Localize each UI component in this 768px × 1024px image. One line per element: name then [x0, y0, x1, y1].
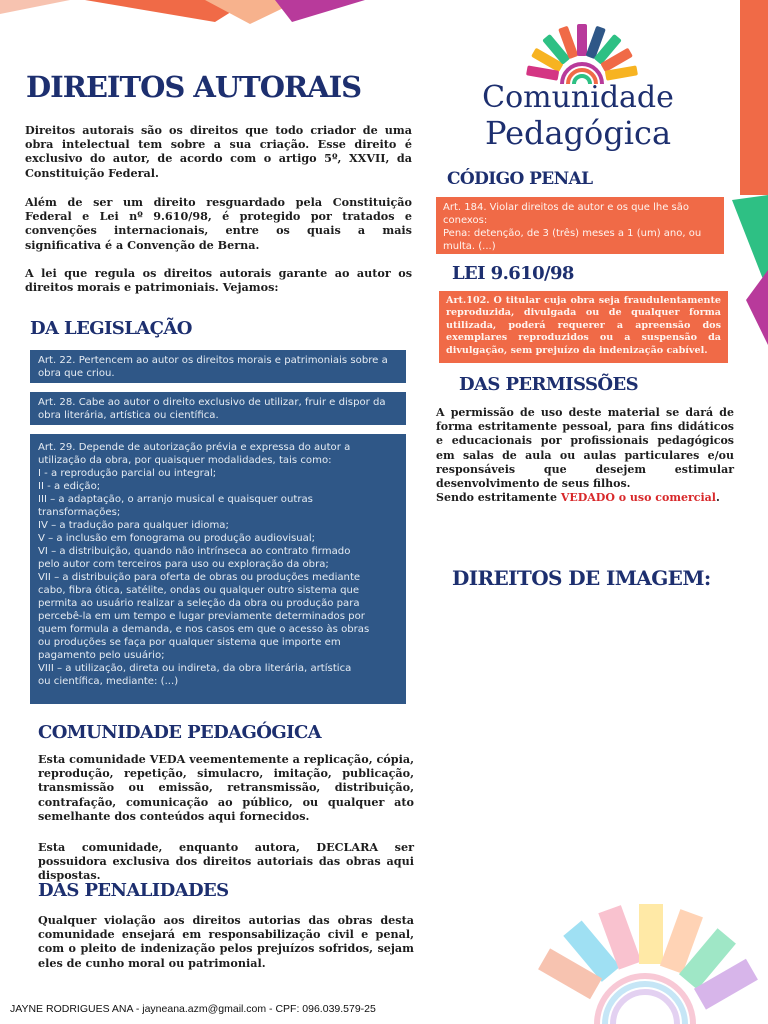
vedado-text: VEDADO o uso comercial: [560, 491, 716, 505]
art29-line: IV – a tradução para qualquer idioma;: [38, 520, 229, 531]
intro-paragraph-2: Além de ser um direito resguardado pela Constituição Federal e Lei nº 9.610/98, é protegido por tratados e convenções internacionais, entre os quais a mais significativa é a Convenção de Berna.: [25, 195, 412, 252]
art29-line: III – a adaptação, o arranjo musical e quaisquer outras: [38, 494, 313, 505]
footer-text: JAYNE RODRIGUES ANA - jayneana.azm@gmail.com - CPF: 096.039.579-25: [10, 1003, 376, 1015]
art29-line: VI – a distribuição, quando não intrínseca ao contrato firmado: [38, 546, 351, 557]
comunidade-paragraph-1: Esta comunidade VEDA veementemente a replicação, cópia, reprodução, repetição, simulacro, imitação, publicação, transmissão ou emissão, retransmissão, distribuição, contrafação, comunicação ao público, ou qualquer ato semelhante dos conteúdos aqui fornecidos.: [38, 752, 414, 823]
art29-line: pagamento pelo usuário;: [38, 650, 165, 661]
art29-line: Art. 29. Depende de autorização prévia e expressa do autor a: [38, 442, 351, 453]
permissoes-heading: DAS PERMISSÕES: [459, 374, 639, 395]
art29-box: [30, 434, 406, 704]
top-decoration: [0, 0, 768, 40]
logo-sunburst-icon: [510, 12, 650, 90]
permissoes-prefix: Sendo estritamente: [436, 491, 561, 505]
codigo-penal-box: Art. 184. Violar direitos de autor e os que lhe são conexos: Pena: detenção, de 3 (três) meses a 1 (um) ano, ou multa. (...): [436, 197, 724, 254]
art28-box: Art. 28. Cabe ao autor o direito exclusivo de utilizar, fruir e dispor da obra literária, artística ou científica.: [30, 392, 406, 425]
art29-line: utilização da obra, por quaisquer modalidades, tais como:: [38, 455, 332, 466]
permissoes-paragraph: [436, 406, 734, 505]
art29-line: pelo autor com terceiros para uso ou exploração da obra;: [38, 559, 329, 570]
art29-line: II - a edição;: [38, 481, 101, 492]
permissoes-suffix: .: [715, 491, 720, 505]
art29-line: V – a inclusão em fonograma ou produção audiovisual;: [38, 533, 316, 544]
comunidade-paragraph-2: Esta comunidade, enquanto autora, DECLARA ser possuidora exclusiva dos direitos autoriais das obras aqui dispostas.: [38, 840, 414, 883]
intro-paragraph-1: Direitos autorais são os direitos que todo criador de uma obra intelectual tem sobre a sua criação. Esse direito é exclusivo do autor, de acordo com o artigo 5º, XXVII, da Constituição Federal.: [25, 123, 412, 180]
penalidades-heading: DAS PENALIDADES: [38, 880, 229, 901]
permissoes-text: A permissão de uso deste material se dará de forma estritamente pessoal, para fins didáticos e educacionais por profissionais pedagógicos em salas de aula ou aulas particulares e/ou responsáveis que desejem estimular desenvolvimento de seus filhos.: [436, 406, 734, 491]
legislacao-heading: DA LEGISLAÇÃO: [30, 318, 192, 339]
art29-line: VII – a distribuição para oferta de obras ou produções mediante: [38, 572, 361, 583]
logo-line-1: Comunidade: [482, 80, 674, 115]
codigo-penal-heading: CÓDIGO PENAL: [447, 169, 593, 189]
art29-line: permita ao usuário realizar a seleção da obra ou produção para: [38, 598, 360, 609]
penalidades-paragraph: Qualquer violação aos direitos autorias das obras desta comunidade ensejará em responsabilização civil e penal, com o pleito de indenização pelos prejuízos sofridos, sejam eles de cunho moral ou patrimonial.: [38, 913, 414, 970]
page-title: DIREITOS AUTORAIS: [26, 70, 362, 104]
permissoes-last-line: [436, 491, 734, 505]
intro-paragraph-3: A lei que regula os direitos autorais garante ao autor os direitos morais e patrimoniais. Vejamos:: [25, 266, 412, 295]
art29-line: quem formula a demanda, e nos casos em que o acesso às obras: [38, 624, 370, 635]
art29-line: cabo, fibra ótica, satélite, ondas ou qualquer outro sistema que: [38, 585, 360, 596]
art29-line: ou produções se faça por qualquer sistema que importe em: [38, 637, 341, 648]
direitos-imagem-heading: DIREITOS DE IMAGEM:: [452, 566, 711, 590]
art29-line: I - a reprodução parcial ou integral;: [38, 468, 217, 479]
lei-heading: LEI 9.610/98: [452, 263, 574, 284]
lei-box: Art.102. O titular cuja obra seja fraudulentamente reproduzida, divulgada ou de qualquer forma utilizada, poderá requerer a apreensão dos exemplares reproduzidos ou a suspensão da divulgação, sem prejuízo da indenização cabível.: [439, 291, 728, 363]
art29-line: percebê-la em um tempo e lugar previamente determinados por: [38, 611, 365, 622]
logo-line-2: Pedagógica: [484, 114, 672, 152]
comunidade-heading: COMUNIDADE PEDAGÓGICA: [38, 722, 322, 743]
art29-line: VIII – a utilização, direta ou indireta, da obra literária, artística: [38, 663, 352, 674]
art22-box: Art. 22. Pertencem ao autor os direitos morais e patrimoniais sobre a obra que criou.: [30, 350, 406, 383]
sunburst-decoration: [500, 895, 768, 1024]
art29-line: ou científica, mediante: (...): [38, 676, 179, 687]
art29-line: transformações;: [38, 507, 121, 518]
